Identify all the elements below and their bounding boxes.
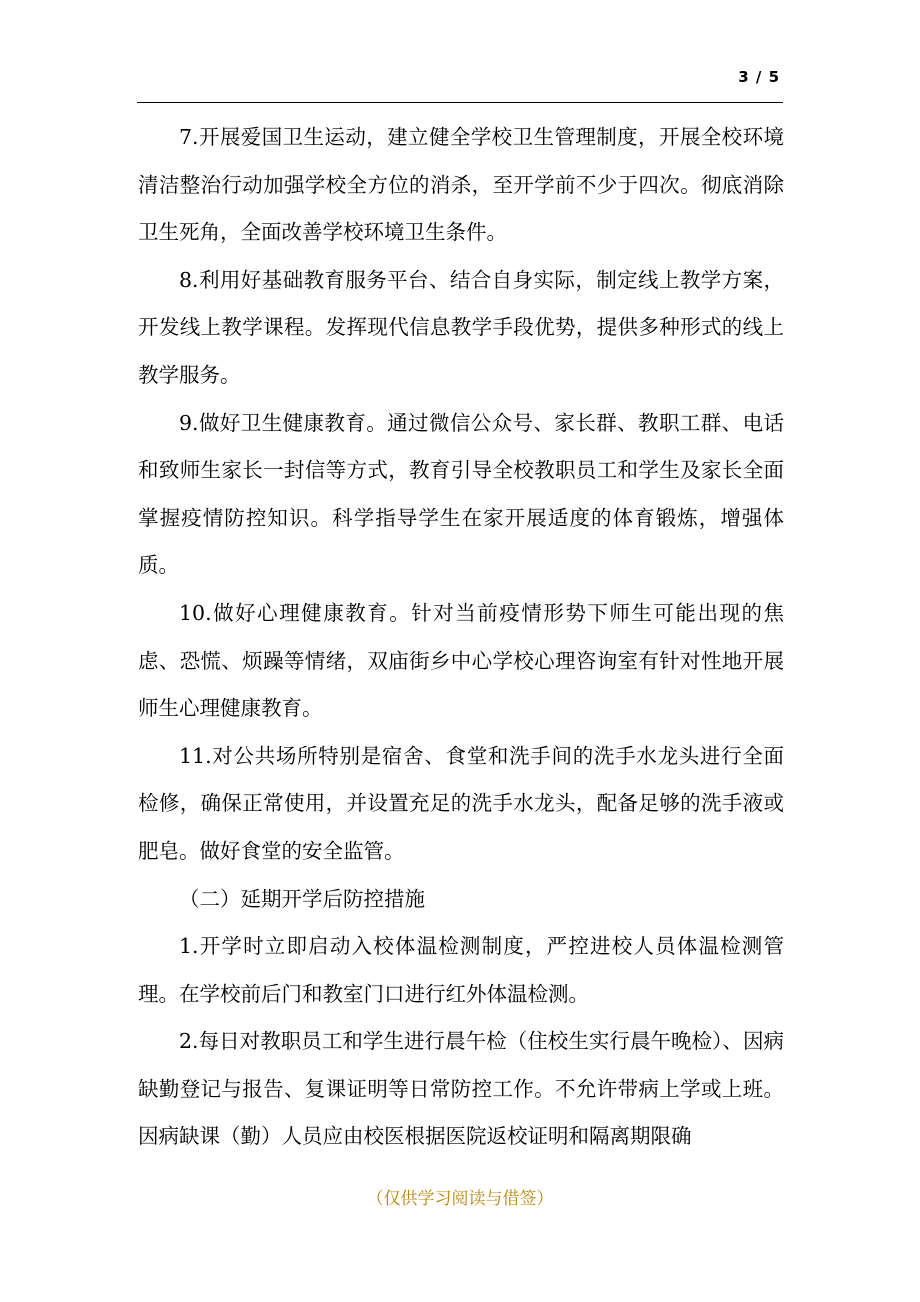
paragraph-11: 11.对公共场所特别是宿舍、食堂和洗手间的洗手水龙头进行全面检修，确保正常使用，并设置充足的洗手水龙头，配备足够的洗手液或肥皂。做好食堂的安全监管。 (138, 743, 784, 863)
section-heading: （二）延期开学后防控措施 (179, 886, 425, 911)
paragraph-10: 10.做好心理健康教育。针对当前疫情形势下师生可能出现的焦虑、恐慌、烦躁等情绪，双庙街乡中心学校心理咨询室有针对性地开展师生心理健康教育。 (138, 600, 784, 721)
paragraph-7: 7.开展爱国卫生运动，建立健全学校卫生管理制度，开展全校环境清洁整治行动加强学校全方位的消杀，至开学前不少于四次。彻底消除卫生死角，全面改善学校环境卫生条件。 (138, 125, 784, 245)
paragraph-9: 9.做好卫生健康教育。通过微信公众号、家长群、教职工群、电话和致师生家长一封信等方式，教育引导全校教职员工和学生及家长全面掌握疫情防控知识。科学指导学生在家开展适度的体育锻炼，增强体质。 (138, 410, 784, 578)
page-number: 3 / 5 (738, 68, 780, 86)
paragraph-1: 1.开学时立即启动入校体温检测制度，严控进校人员体温检测管理。在学校前后门和教室门口进行红外体温检测。 (138, 934, 784, 1006)
footer-note: （仅供学习阅读与借签） (366, 1189, 554, 1209)
paragraph-2: 2.每日对教职员工和学生进行晨午检（住校生实行晨午晚检）、因病缺勤登记与报告、复课证明等日常防控工作。不允许带病上学或上班。因病缺课（勤）人员应由校医根据医院返校证明和隔离期限确 (138, 1029, 784, 1149)
document-body (138, 114, 784, 1161)
header-rule (137, 102, 783, 103)
paragraph-8: 8.利用好基础教育服务平台、结合自身实际，制定线上教学方案，开发线上教学课程。发挥现代信息教学手段优势，提供多种形式的线上教学服务。 (138, 267, 784, 387)
